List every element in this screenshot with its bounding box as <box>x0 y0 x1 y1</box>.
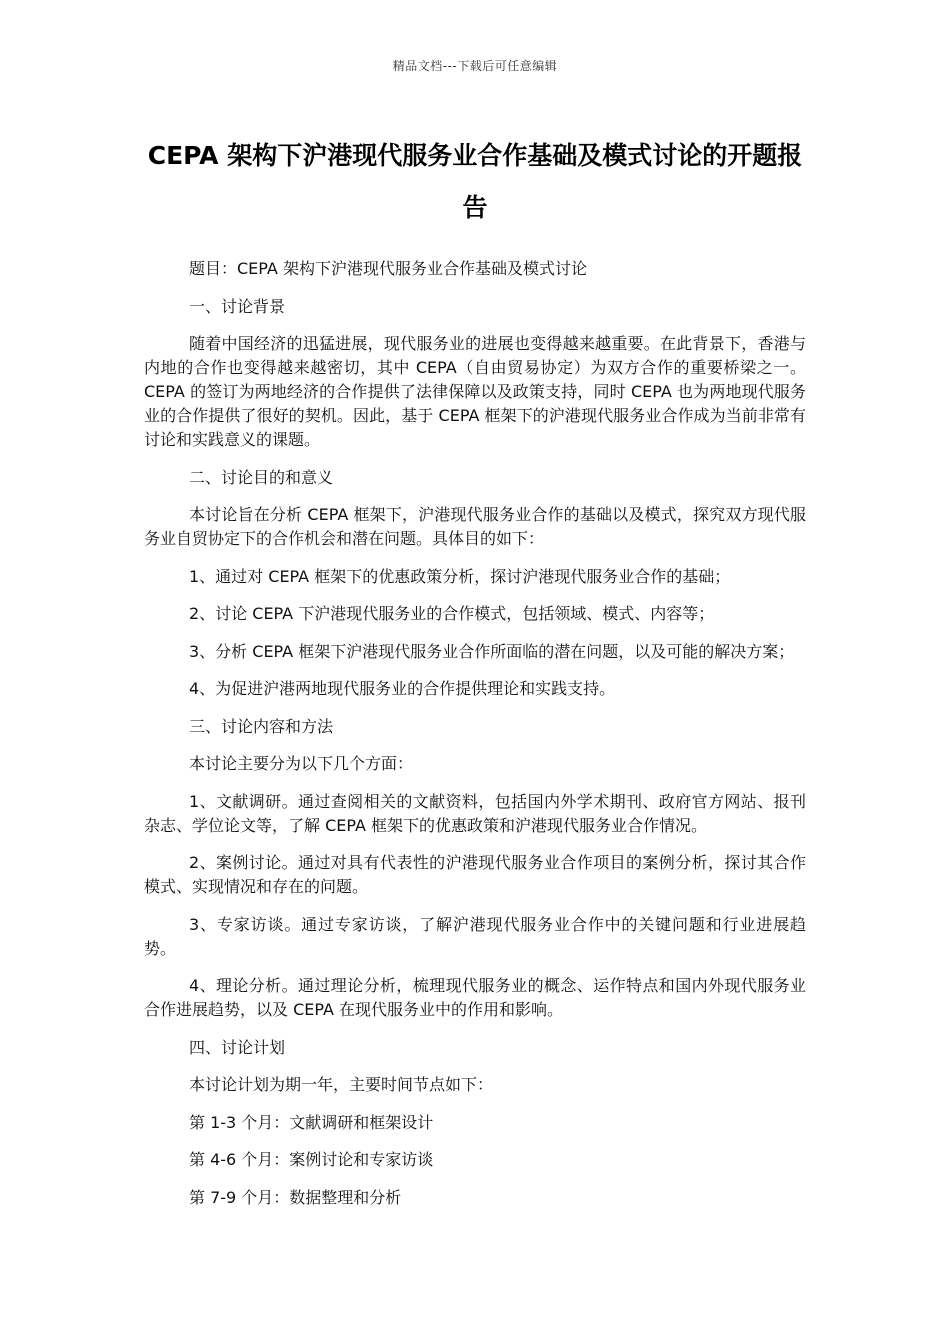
list-item-method-3: 3、专家访谈。通过专家访谈，了解沪港现代服务业合作中的关键问题和行业进展趋势。 <box>144 914 806 958</box>
list-item-purpose-3: 3、分析 CEPA 框架下沪港现代服务业合作所面临的潜在问题，以及可能的解决方案； <box>189 641 795 661</box>
plan-item-2: 第 4-6 个月：案例讨论和专家访谈 <box>189 1150 434 1169</box>
header-note: 精品文档---下载后可任意编辑 <box>392 59 558 73</box>
paragraph-purpose: 本讨论旨在分析 CEPA 框架下，沪港现代服务业合作的基础以及模式，探究双方现代服务业自贸协定下的合作机会和潜在问题。具体目的如下： <box>144 505 806 548</box>
section-heading-methods: 三、讨论内容和方法 <box>189 716 334 736</box>
section-heading-plan: 四、讨论计划 <box>189 1037 286 1057</box>
paragraph-topic: 题目：CEPA 架构下沪港现代服务业合作基础及模式讨论 <box>189 259 587 278</box>
list-item-method-1: 1、文献调研。通过查阅相关的文献资料，包括国内外学术期刊、政府官方网站、报刊杂志、学位论文等，了解 CEPA 框架下的优惠政策和沪港现代服务业合作情况。 <box>144 791 806 835</box>
list-item-purpose-4: 4、为促进沪港两地现代服务业的合作提供理论和实践支持。 <box>189 679 616 698</box>
list-item-method-2: 2、案例讨论。通过对具有代表性的沪港现代服务业合作项目的案例分析，探讨其合作模式、实现情况和存在的问题。 <box>144 853 806 896</box>
plan-item-3: 第 7-9 个月：数据整理和分析 <box>189 1187 402 1207</box>
document-title: CEPA 架构下沪港现代服务业合作基础及模式讨论的开题报告 <box>147 141 803 222</box>
section-heading-background: 一、讨论背景 <box>189 296 286 316</box>
paragraph-plan-intro: 本讨论计划为期一年，主要时间节点如下： <box>189 1075 494 1094</box>
list-item-method-4: 4、理论分析。通过理论分析，梳理现代服务业的概念、运作特点和国内外现代服务业合作进展趋势，以及 CEPA 在现代服务业中的作用和影响。 <box>144 976 806 1019</box>
section-heading-purpose: 二、讨论目的和意义 <box>189 467 334 487</box>
document-body <box>144 257 806 1223</box>
paragraph-background: 随着中国经济的迅猛进展，现代服务业的进展也变得越来越重要。在此背景下，香港与内地的合作也变得越来越密切，其中 CEPA（自由贸易协定）为双方合作的重要桥梁之一。CEPA 的签订为两地经济的合作提供了法律保障以及政策支持，同时 CEPA 也为两地现代服务业的合作提供了很好的契机。因此，基于 CEPA 框架下的沪港现代服务业合作成为当前非常有讨论和实践意义的课题。 <box>144 334 806 449</box>
list-item-purpose-2: 2、讨论 CEPA 下沪港现代服务业的合作模式，包括领域、模式、内容等； <box>189 604 715 623</box>
paragraph-methods-intro: 本讨论主要分为以下几个方面： <box>189 754 414 773</box>
plan-item-1: 第 1-3 个月：文献调研和框架设计 <box>189 1112 434 1132</box>
list-item-purpose-1: 1、通过对 CEPA 框架下的优惠政策分析，探讨沪港现代服务业合作的基础； <box>189 566 731 586</box>
